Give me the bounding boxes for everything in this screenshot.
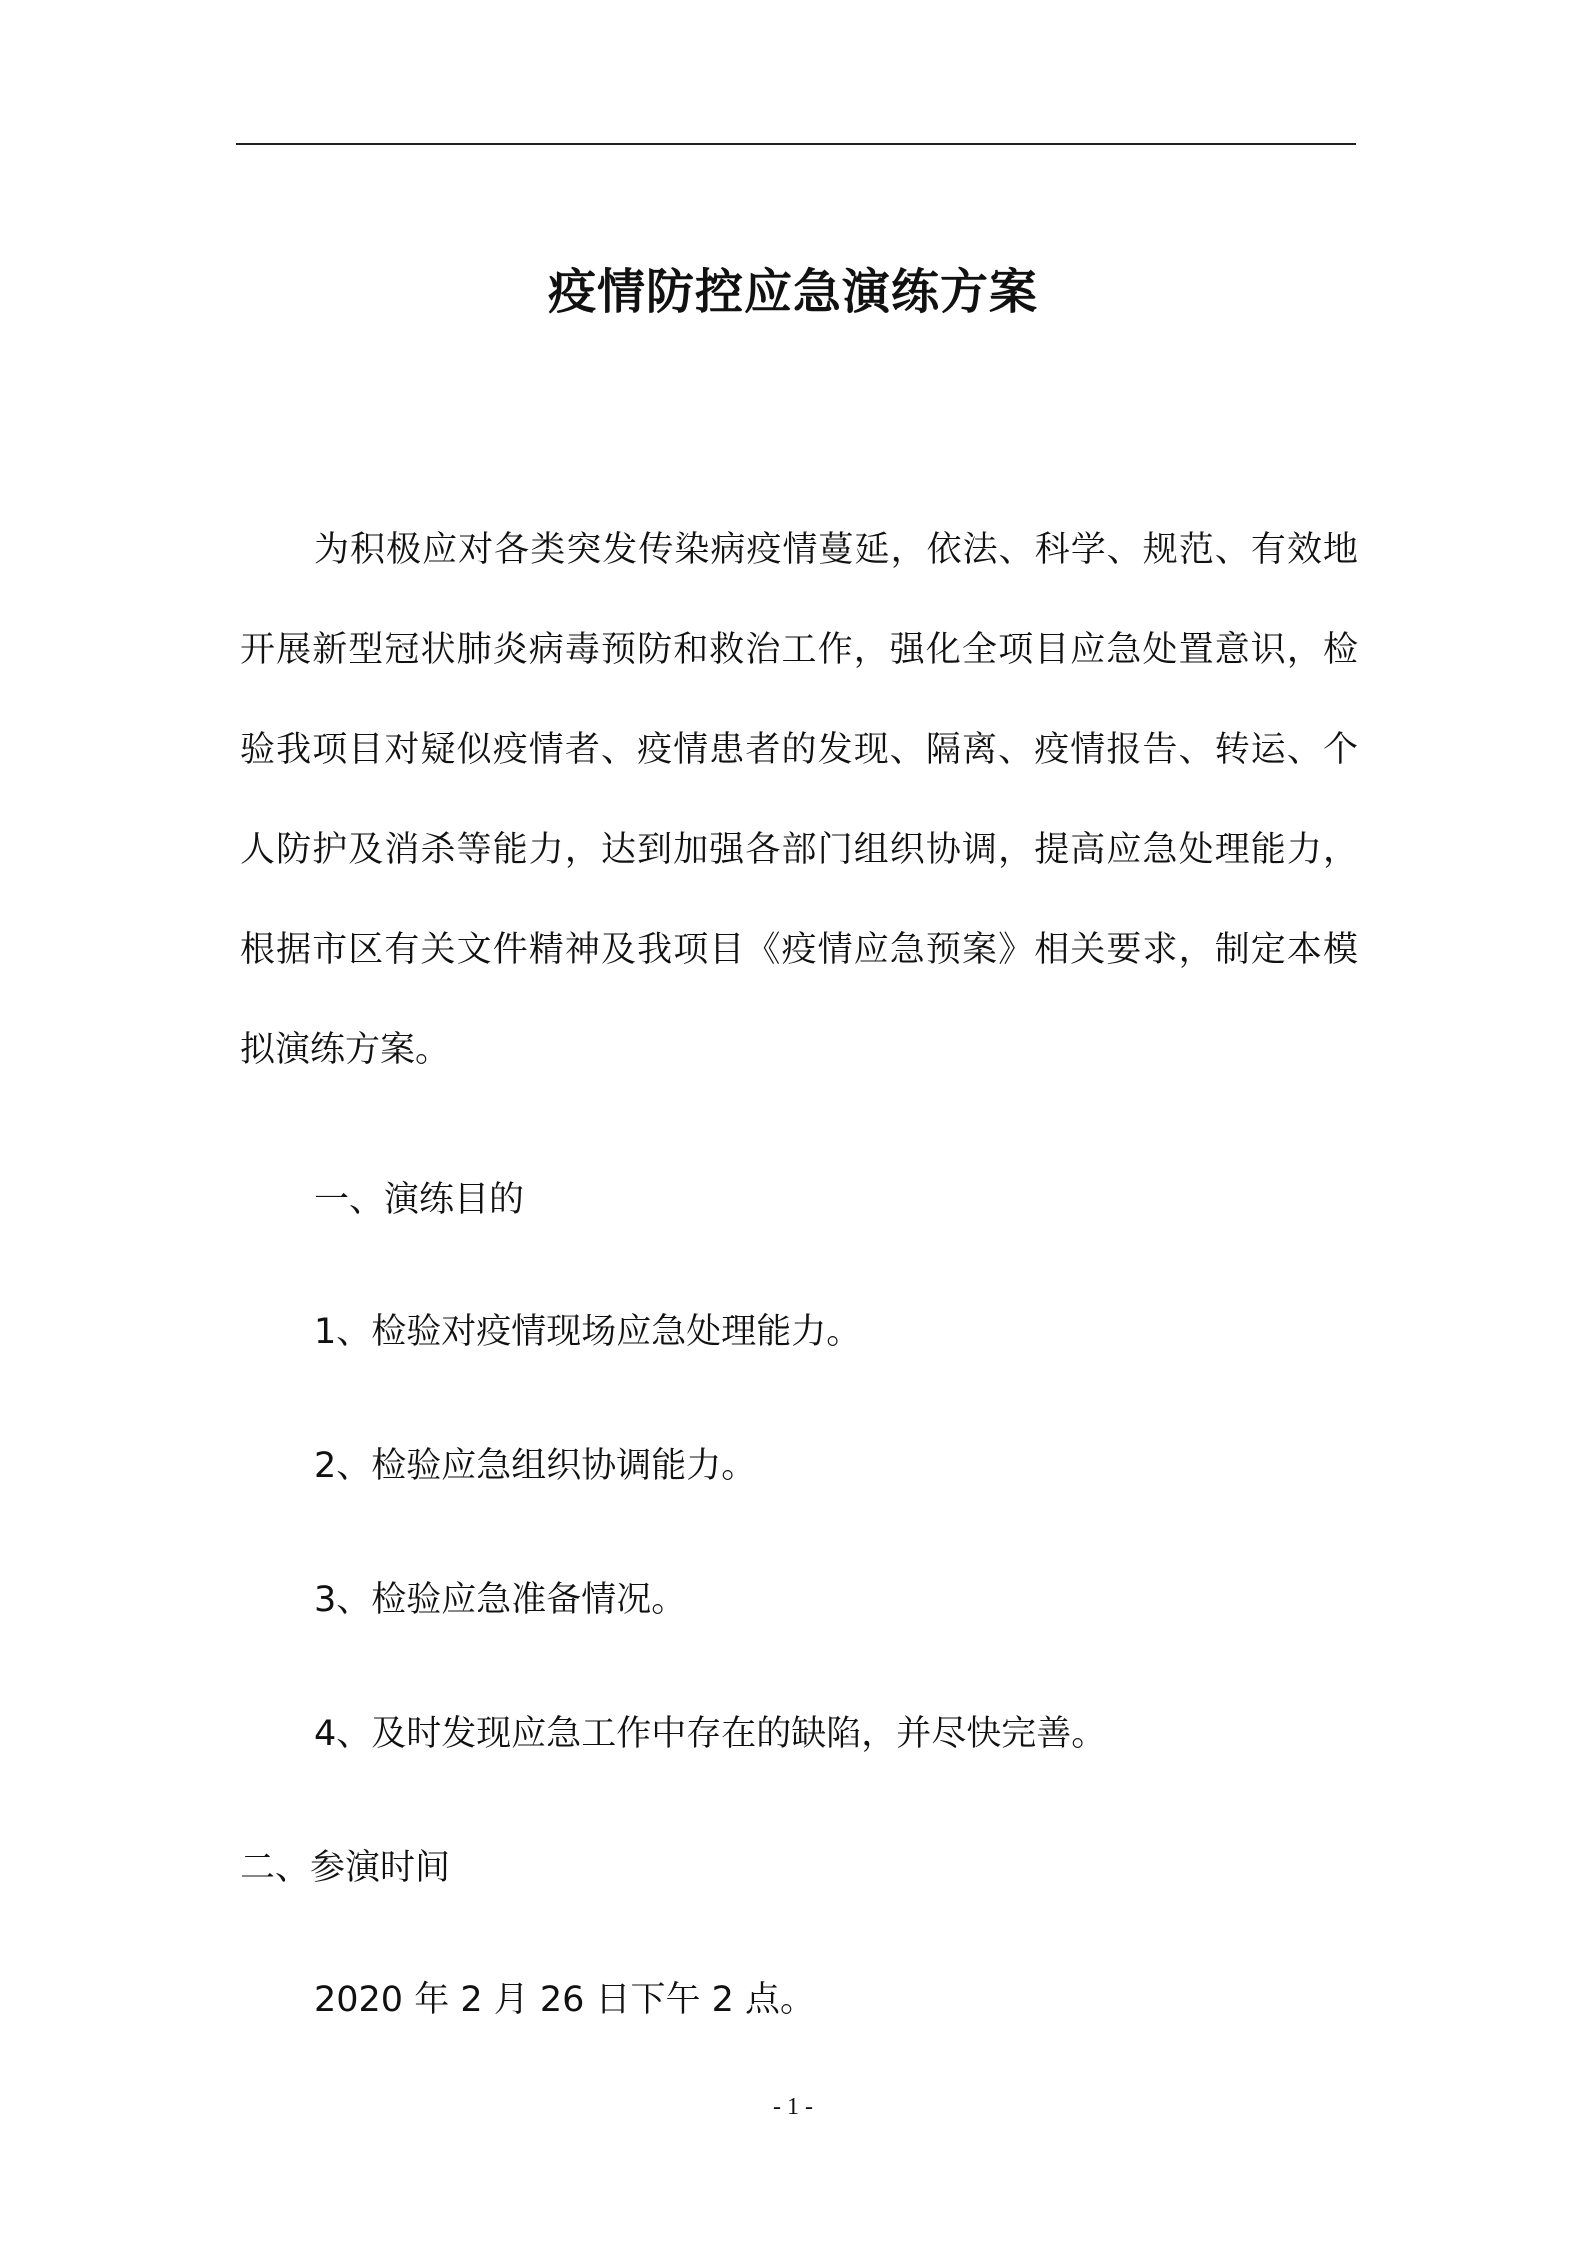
header-rule [236, 143, 1356, 145]
section-2-content: 2020 年 2 月 26 日下午 2 点。 [314, 1980, 816, 2020]
section-1-item-3: 3、检验应急准备情况。 [314, 1580, 687, 1620]
document-title: 疫情防控应急演练方案 [547, 264, 1038, 320]
page-number: - 1 - [773, 2094, 813, 2120]
section-1-heading: 一、演练目的 [314, 1180, 525, 1220]
section-1-item-1: 1、检验对疫情现场应急处理能力。 [314, 1312, 862, 1352]
section-1-item-4: 4、及时发现应急工作中存在的缺陷，并尽快完善。 [314, 1714, 1107, 1754]
section-2-heading: 二、参演时间 [240, 1848, 451, 1888]
intro-paragraph: 为积极应对各类突发传染病疫情蔓延，依法、科学、规范、有效地开展新型冠状肺炎病毒预防和救治工作，强化全项目应急处置意识，检验我项目对疑似疫情者、疫情患者的发现、隔离、疫情报告、转运、个人防护及消杀等能力，达到加强各部门组织协调，提高应急处理能力，根据市区有关文件精神及我项目《疫情应急预案》相关要求，制定本模拟演练方案。 [240, 530, 1358, 1070]
section-1-item-2: 2、检验应急组织协调能力。 [314, 1446, 757, 1486]
